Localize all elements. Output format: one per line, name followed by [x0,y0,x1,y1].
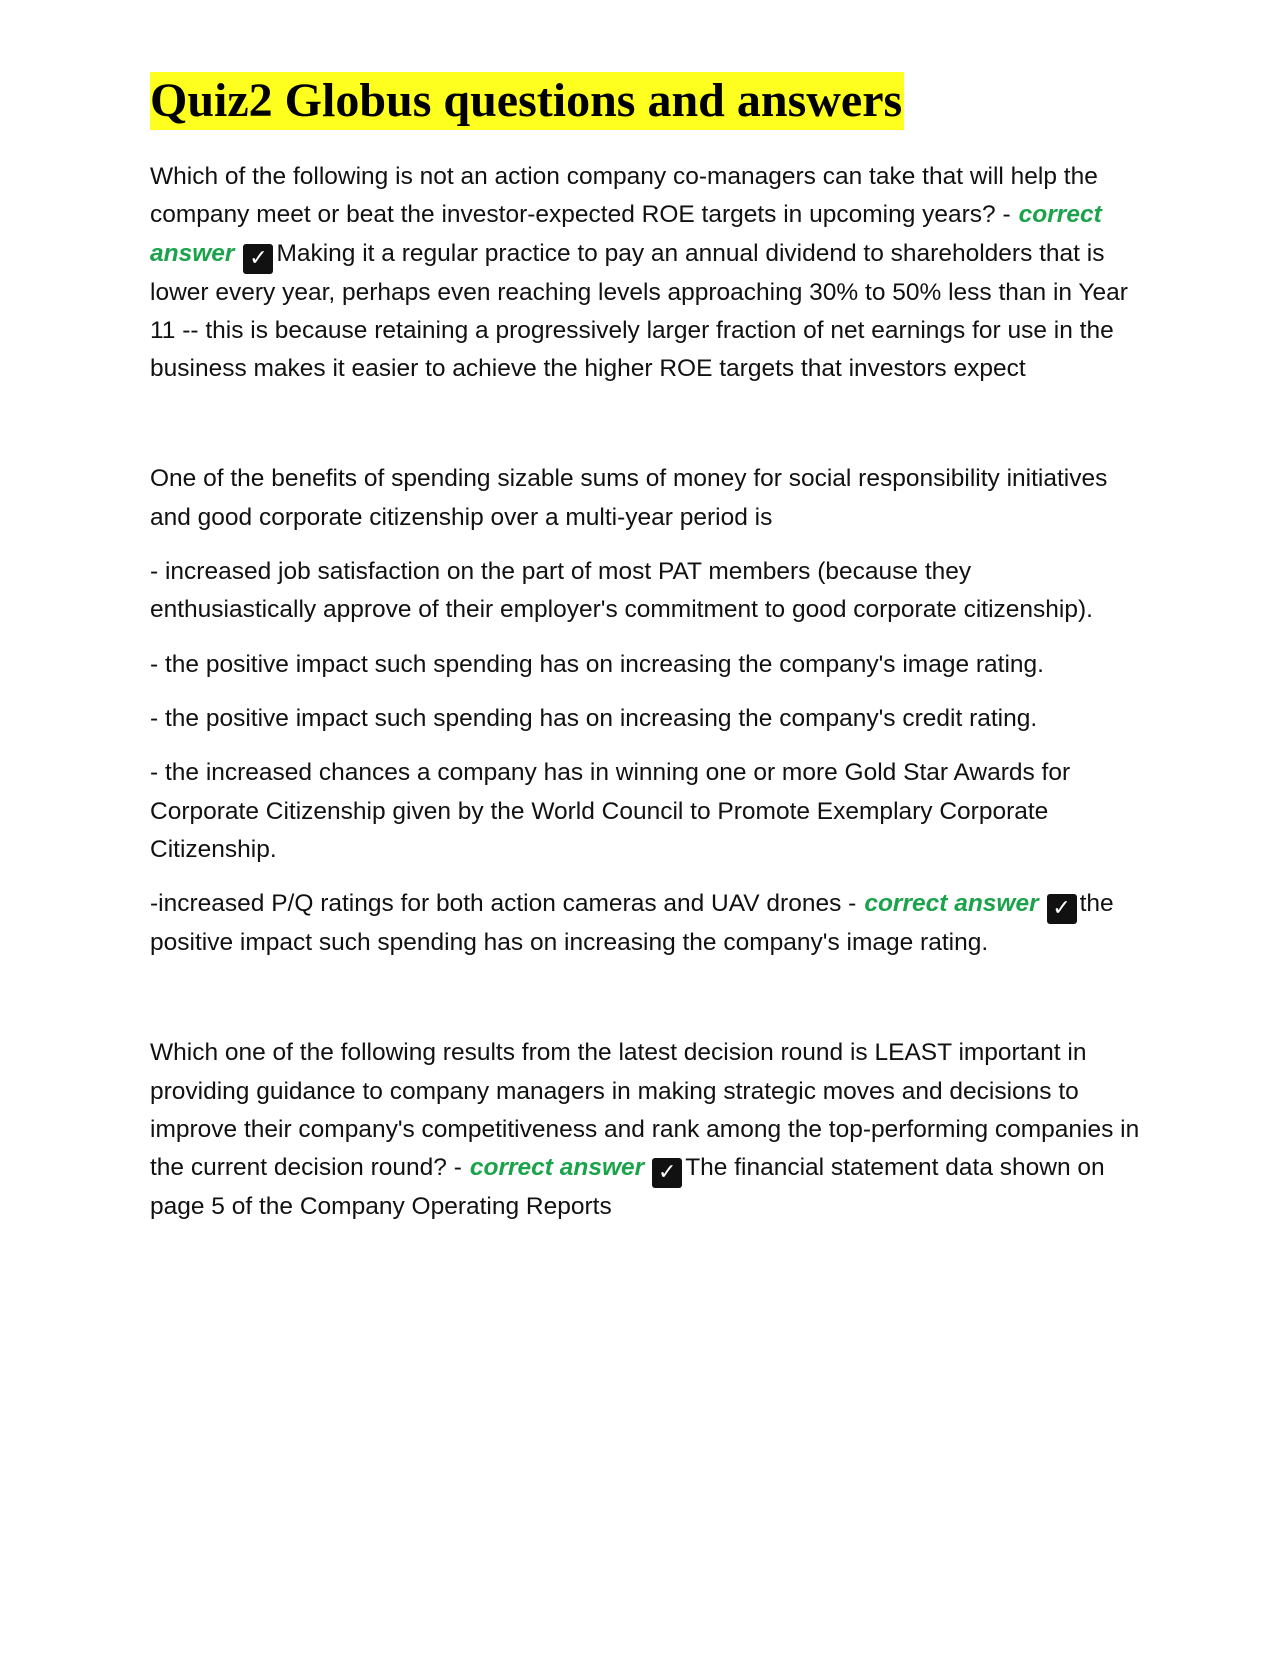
question-2-option: - increased job satisfaction on the part of most PAT members (because they enthusiastically approve of their employer's commitment to good corporate citizenship). [150,558,1093,624]
page-title: Quiz2 Globus questions and answers [150,72,904,130]
question-2-answer: the positive impact such spending has on increasing the company's image rating. [150,890,1114,957]
question-2-last-option-text: -increased P/Q ratings for both action cameras and UAV drones - [150,890,857,918]
title-wrap [150,72,1140,130]
checkmark-icon: ✓ [243,244,273,274]
question-2-last-option [150,885,1140,962]
question-3-text: Which one of the following results from the latest decision round is LEAST important in providing guidance to company managers in making strategic moves and decisions to improve their company's competitiveness and rank among the top-performing companies in the current decision round? - [150,1039,1140,1182]
question-2-option: - the increased chances a company has in winning one or more Gold Star Awards for Corporate Citizenship given by the World Council to Promote Exemplary Corporate Citizenship. [150,759,1071,863]
correct-answer-label: correct answer [864,890,1039,918]
question-1-text: Which of the following is not an action company co-managers can take that will help the company meet or beat the investor-expected ROE targets in upcoming years? - [150,163,1098,229]
checkmark-icon: ✓ [1047,894,1077,924]
question-3 [150,1034,1140,1226]
question-2-option: - the positive impact such spending has on increasing the company's image rating. [150,650,1044,678]
correct-answer-label: correct answer [469,1154,645,1182]
question-2 [150,460,1140,537]
question-spacer [150,978,1140,1034]
question-2-text: One of the benefits of spending sizable sums of money for social responsibility initiatives and good corporate citizenship over a multi-year period is [150,465,1108,531]
question-3-answer: The financial statement data shown on page 5 of the Company Operating Reports [150,1154,1105,1221]
question-spacer [150,404,1140,460]
question-2-option: - the positive impact such spending has on increasing the company's credit rating. [150,704,1038,732]
checkmark-icon: ✓ [652,1158,682,1188]
question-1-answer: Making it a regular practice to pay an annual dividend to shareholders that is lower every year, perhaps even reaching levels approaching 30% to 50% less than in Year 11 -- this is because retaining a progressively larger fraction of net earnings for use in the business makes it easier to achieve the higher ROE targets that investors expect [150,239,1128,383]
correct-answer-label: correct answer [150,201,1102,267]
document-page [150,72,1140,1243]
question-1 [150,158,1140,388]
